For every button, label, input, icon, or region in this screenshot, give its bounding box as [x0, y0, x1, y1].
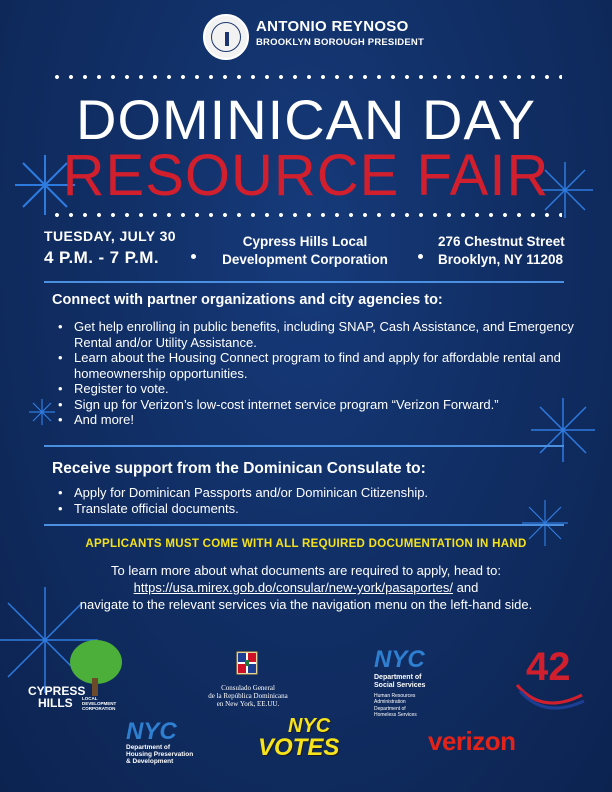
list-item: • Translate official documents. [58, 501, 538, 517]
separator-dot [191, 254, 196, 259]
list-item: • And more! [58, 412, 593, 428]
nyc-votes-line-1: NYC [288, 715, 331, 737]
consulate-text-2: de la República Dominicana [208, 692, 288, 700]
learn-more-navigation-text: navigate to the relevant services via the navigation menu on the left-hand side. [79, 597, 533, 612]
nyc-dss-wordmark: NYC [374, 646, 425, 673]
list-item: • Get help enrolling in public benefits, including SNAP, Cash Assistance, and Emergency Rental and/or Utility Assistance. [58, 319, 593, 350]
event-date: TUESDAY, JULY 30 [44, 228, 176, 244]
learn-more-text: To learn more about what documents are required to apply, head to: [111, 563, 501, 578]
cypress-hills-text-2: HILLS [38, 696, 73, 710]
event-time: 4 P.M. - 7 P.M. [44, 248, 159, 267]
dominican-parade-42-logo [512, 645, 592, 715]
parade-number-text: 42 [526, 645, 571, 689]
nyc-hpd-wordmark: NYC [126, 718, 177, 745]
list-item: • Register to vote. [58, 381, 593, 397]
parade-number [526, 645, 571, 689]
title-line-2: RESOURCE FAIR [62, 143, 550, 208]
section-2-list [58, 485, 538, 516]
hpd-line-2: Housing Preservation [126, 751, 194, 758]
header [0, 12, 612, 68]
consulate-text-1: Consulado General [221, 684, 275, 692]
section-1-heading: Connect with partner organizations and city agencies to: [52, 292, 443, 308]
dss-small-3: Department of [374, 706, 406, 712]
dss-line-1: Department of [374, 674, 422, 681]
learn-more-link-line [0, 580, 612, 595]
documentation-notice: APPLICANTS MUST COME WITH ALL REQUIRED DOCUMENTATION IN HAND [85, 538, 527, 550]
header-role: BROOKLYN BOROUGH PRESIDENT [256, 37, 424, 48]
hpd-line-1: Department of [126, 744, 171, 751]
dss-small-2: Administration [374, 699, 406, 705]
nyc-hpd-logo [126, 718, 236, 778]
hpd-line-3: & Development [126, 758, 174, 765]
dotted-divider [50, 213, 562, 217]
separator-dot [418, 254, 423, 259]
cypress-hills-text-1: CYPRESS [28, 684, 86, 698]
list-item: • Sign up for Verizon’s low-cost internet service program “Verizon Forward.” [58, 397, 593, 413]
event-address-line-1: 276 Chestnut Street [438, 234, 565, 249]
event-address-line-2: Brooklyn, NY 11208 [438, 252, 564, 267]
cypress-hills-logo [28, 638, 128, 711]
section-rule [44, 445, 564, 447]
section-2-heading: Receive support from the Dominican Consulate to: [52, 460, 426, 477]
dss-small-1: Human Resources [374, 693, 416, 699]
section-rule [44, 281, 564, 283]
dominican-coat-of-arms-icon [233, 648, 261, 680]
list-item: • Learn about the Housing Connect program to find and apply for affordable rental and homeownership opportunities. [58, 350, 593, 381]
nyc-votes-logo [258, 716, 358, 766]
cypress-hills-subtitle: LOCAL DEVELOPMENT CORPORATION [82, 696, 117, 711]
nyc-dss-logo [374, 646, 454, 726]
nyc-votes-line-2: VOTES [258, 734, 340, 761]
title-line-1: DOMINICAN DAY [76, 88, 536, 151]
dotted-divider [50, 75, 562, 79]
event-location-line-2: Development Corporation [222, 252, 388, 267]
section-1-list [58, 319, 593, 428]
event-location-line-1: Cypress Hills Local [242, 234, 368, 249]
list-item: • Apply for Dominican Passports and/or Dominican Citizenship. [58, 485, 538, 501]
header-name: ANTONIO REYNOSO [256, 18, 409, 35]
sparkle-icon [28, 398, 56, 426]
learn-more-connector: and [453, 580, 479, 595]
consulate-link[interactable]: https://usa.mirex.gob.do/consular/new-york/pasaportes/ [133, 580, 454, 595]
section-rule [44, 524, 564, 526]
dss-line-2: Social Services [374, 682, 426, 689]
verizon-logo: verizon [428, 726, 516, 756]
dominican-consulate-logo [183, 648, 313, 714]
consulate-text-3: en New York, EE.UU. [216, 700, 280, 708]
borough-seal-icon [203, 14, 249, 60]
dss-small-4: Homeless Services [374, 712, 417, 718]
